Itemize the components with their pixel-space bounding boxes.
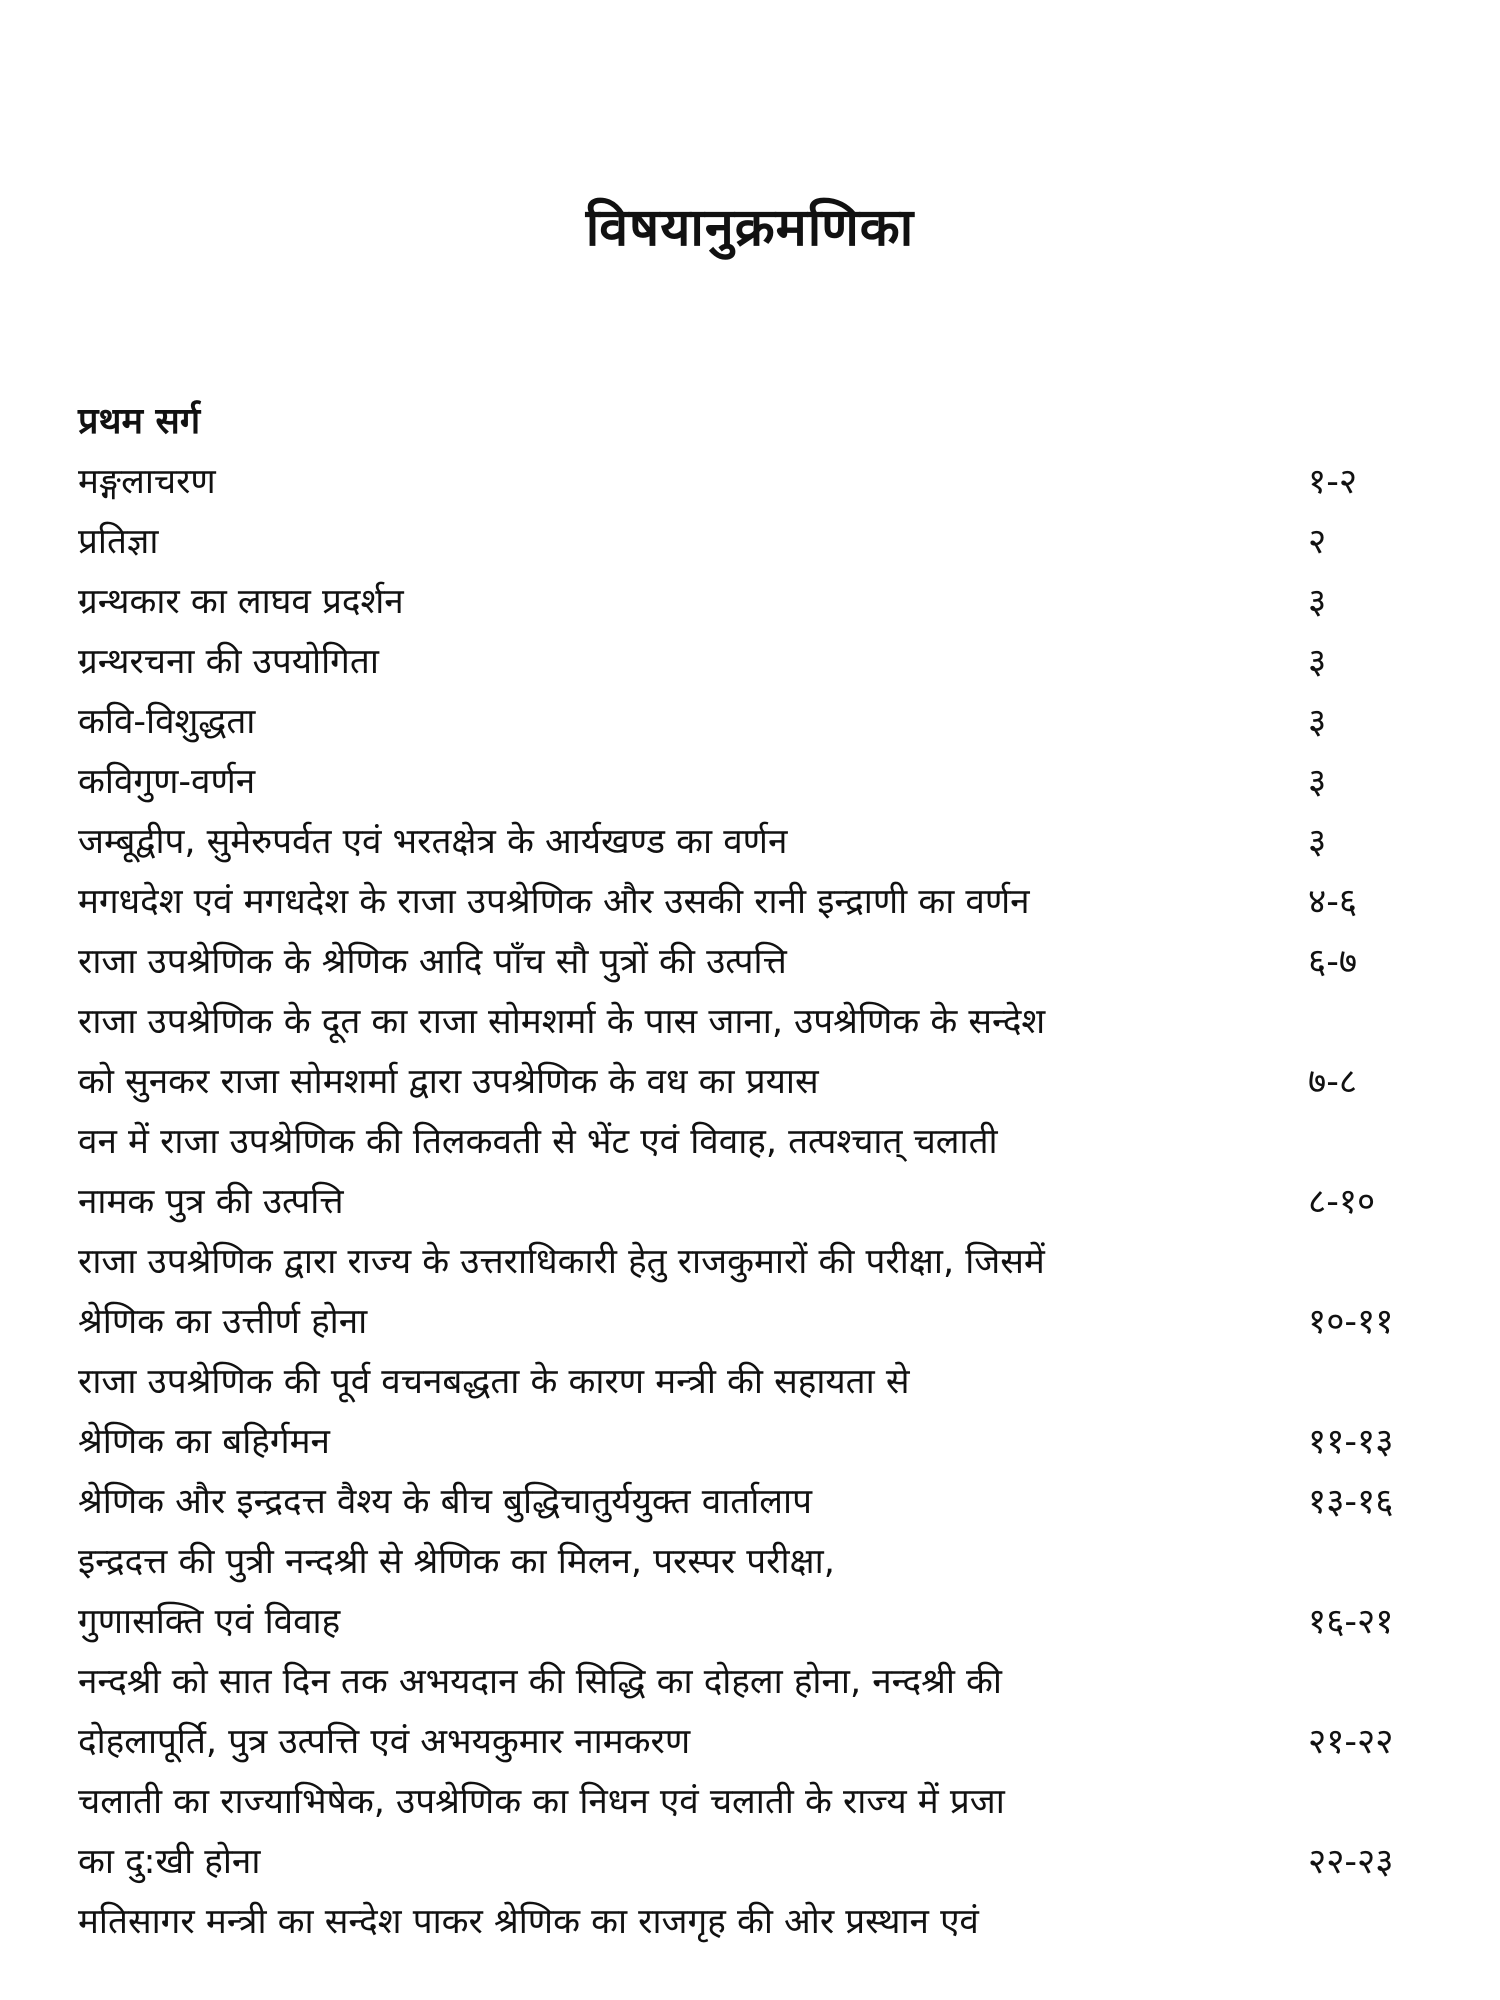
toc-entry-page-range: ३: [1308, 642, 1327, 682]
toc-entry-title-line: वन में राजा उपश्रेणिक की तिलकवती से भेंट एवं विवाह, तत्पश्चात् चलाती: [78, 1122, 998, 1162]
toc-entry-title-line: मगधदेश एवं मगधदेश के राजा उपश्रेणिक और उसकी रानी इन्द्राणी का वर्णन: [78, 882, 1030, 922]
toc-entry-title-line: श्रेणिक का उत्तीर्ण होना: [78, 1302, 368, 1342]
toc-entry-page-range: १६-२१: [1308, 1602, 1394, 1642]
toc-entry-title-line: दोहलापूर्ति, पुत्र उत्पत्ति एवं अभयकुमार नामकरण: [78, 1722, 691, 1762]
toc-entry-title-line: कविगुण-वर्णन: [78, 762, 256, 802]
toc-entry-page-range: ३: [1308, 702, 1327, 742]
toc-entry-title-line: राजा उपश्रेणिक के श्रेणिक आदि पाँच सौ पुत्रों की उत्पत्ति: [78, 942, 787, 982]
toc-entry: [78, 1892, 1448, 1952]
toc-entry-title-line: गुणासक्ति एवं विवाह: [78, 1602, 341, 1642]
toc-entry-title-line: जम्बूद्वीप, सुमेरुपर्वत एवं भरतक्षेत्र के आर्यखण्ड का वर्णन: [78, 822, 788, 862]
toc-entry-title-line: श्रेणिक और इन्द्रदत्त वैश्य के बीच बुद्धिचातुर्ययुक्त वार्तालाप: [78, 1482, 812, 1522]
toc-entry-page-range: ४-६: [1308, 882, 1358, 922]
toc-entry-page-range: [1308, 1892, 1448, 1952]
toc-entry: [78, 692, 1448, 752]
toc-entry-title-line: राजा उपश्रेणिक की पूर्व वचनबद्धता के कारण मन्त्री की सहायता से: [78, 1362, 910, 1402]
toc-entry-title-line: इन्द्रदत्त की पुत्री नन्दश्री से श्रेणिक का मिलन, परस्पर परीक्षा,: [78, 1542, 835, 1582]
toc-entry: [78, 1232, 1448, 1352]
toc-entry-title-line: नन्दश्री को सात दिन तक अभयदान की सिद्धि का दोहला होना, नन्दश्री की: [78, 1662, 1002, 1702]
page-title: विषयानुक्रमणिका: [585, 198, 915, 258]
toc-entry-page-range: ३: [1308, 582, 1327, 622]
toc-entry-page-range: ३: [1308, 822, 1327, 862]
toc-entry-title-line: को सुनकर राजा सोमशर्मा द्वारा उपश्रेणिक के वध का प्रयास: [78, 1062, 819, 1102]
toc-entry-page-range: ११-१३: [1308, 1422, 1394, 1462]
toc-entry-title-line: ग्रन्थकार का लाघव प्रदर्शन: [78, 582, 404, 622]
section-heading: प्रथम सर्ग: [78, 401, 201, 442]
toc-entry: [78, 872, 1448, 932]
toc-entries: [78, 452, 1448, 1952]
toc-entry-title-line: नामक पुत्र की उत्पत्ति: [78, 1182, 344, 1222]
toc-entry-page-range: ८-१०: [1308, 1182, 1376, 1222]
toc-entry: [78, 1532, 1448, 1652]
toc-entry: [78, 812, 1448, 872]
toc-entry: [78, 1472, 1448, 1532]
toc-entry: [78, 632, 1448, 692]
toc-entry: [78, 572, 1448, 632]
toc-entry: [78, 452, 1448, 512]
toc-entry-page-range: १३-१६: [1308, 1482, 1394, 1522]
toc-entry: [78, 1652, 1448, 1772]
toc-entry: [78, 752, 1448, 812]
toc-entry-page-range: १०-११: [1308, 1302, 1394, 1342]
toc-entry-title-line: का दु:खी होना: [78, 1842, 261, 1882]
toc-entry-page-range: ७-८: [1308, 1062, 1358, 1102]
toc-entry: [78, 992, 1448, 1112]
toc-entry: [78, 1112, 1448, 1232]
toc-entry-title-line: मतिसागर मन्त्री का सन्देश पाकर श्रेणिक का राजगृह की ओर प्रस्थान एवं: [78, 1902, 979, 1942]
toc-entry-title-line: श्रेणिक का बहिर्गमन: [78, 1422, 330, 1462]
toc-entry-title-line: राजा उपश्रेणिक के दूत का राजा सोमशर्मा के पास जाना, उपश्रेणिक के सन्देश: [78, 1002, 1046, 1042]
toc-entry: [78, 1772, 1448, 1892]
toc-entry-title-line: कवि-विशुद्धता: [78, 702, 256, 742]
toc-entry-page-range: २२-२३: [1308, 1842, 1394, 1882]
toc-entry-page-range: २: [1308, 522, 1327, 562]
toc-entry-title-line: राजा उपश्रेणिक द्वारा राज्य के उत्तराधिकारी हेतु राजकुमारों की परीक्षा, जिसमें: [78, 1242, 1045, 1282]
toc-entry-title-line: प्रतिज्ञा: [78, 522, 159, 562]
toc-entry: [78, 1352, 1448, 1472]
toc-entry-title-line: चलाती का राज्याभिषेक, उपश्रेणिक का निधन एवं चलाती के राज्य में प्रजा: [78, 1782, 1005, 1822]
toc-entry-page-range: २१-२२: [1308, 1722, 1394, 1762]
toc-entry-page-range: १-२: [1308, 462, 1358, 502]
table-of-contents: [78, 392, 1448, 1952]
toc-entry-title-line: मङ्गलाचरण: [78, 462, 216, 502]
toc-entry: [78, 512, 1448, 572]
toc-entry-page-range: ६-७: [1308, 942, 1358, 982]
toc-entry-title-line: ग्रन्थरचना की उपयोगिता: [78, 642, 379, 682]
toc-entry: [78, 932, 1448, 992]
toc-entry-page-range: ३: [1308, 762, 1327, 802]
